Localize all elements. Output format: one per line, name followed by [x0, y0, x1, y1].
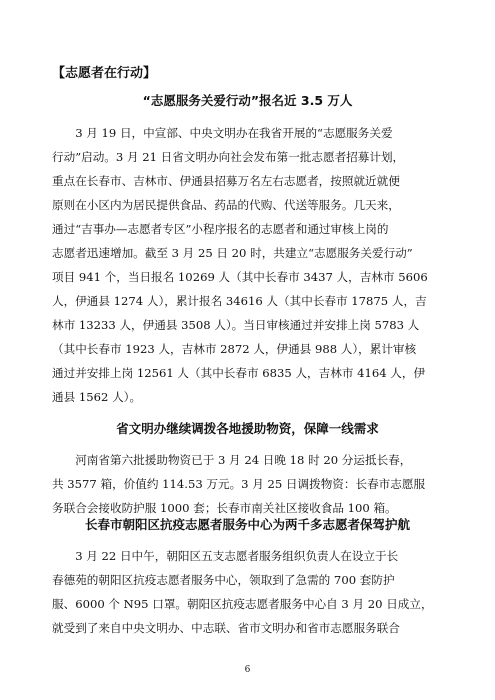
text-line: 志愿者迅速增加。截至 3 月 25 日 20 时，共建立“志愿服务关爱行动” [52, 246, 413, 260]
text-line: 通县 1562 人）。 [52, 390, 142, 404]
text-line: 河南省第六批援助物资已于 3 月 24 日晚 18 时 20 分运抵长春， [52, 453, 412, 467]
text-line: 3 月 19 日，中宣部、中央文明办在我省开展的“志愿服务关爱 [52, 126, 393, 140]
text-line: 原则在小区内为居民提供食品、药品的代购、代送等服务。几天来， [52, 198, 400, 212]
article-body-1 [52, 121, 444, 409]
article-title-2: 省文明办继续调拨各地援助物资，保障一线需求 [116, 421, 379, 436]
text-line: 务联合会接收防护服 1000 套；长春市南关社区接收食品 100 箱。 [52, 501, 397, 515]
page-number: 6 [244, 665, 251, 675]
text-line: 林市 13233 人，伊通县 3508 人）。当日审核通过并安排上岗 5783 人 [52, 318, 420, 332]
article-title-1: “志愿服务关爱行动”报名近 3.5 万人 [142, 93, 353, 108]
article-body-2 [52, 448, 444, 520]
article-body-3 [52, 544, 444, 640]
text-line: 服、6000 个 N95 口罩。朝阳区抗疫志愿者服务中心自 3 月 20 日成立， [52, 597, 433, 611]
text-line: 人，伊通县 1274 人），累计报名 34616 人（其中长春市 17875 人，吉 [52, 294, 427, 308]
text-line: 项目 941 个，当日报名 10269 人（其中长春市 3437 人，吉林市 5606 [52, 270, 428, 284]
text-line: 通过并安排上岗 12561 人（其中长春市 6835 人，吉林市 4164 人，伊 [52, 366, 426, 380]
text-line: 春德苑的朝阳区抗疫志愿者服务中心，领取到了急需的 700 套防护 [52, 573, 395, 587]
text-line: 共 3577 箱，价值约 114.53 万元。3 月 25 日调拨物资：长春市志愿服 [52, 477, 426, 491]
text-line: 3 月 22 日中午，朝阳区五支志愿者服务组织负责人在设立于长 [52, 549, 399, 563]
text-line: 就受到了来自中央文明办、中志联、省市文明办和省市志愿服务联合 [52, 621, 400, 635]
text-line: 通过“吉事办—志愿者专区”小程序报名的志愿者和通过审核上岗的 [52, 222, 389, 236]
article-title-3: 长春市朝阳区抗疫志愿者服务中心为两千多志愿者保驾护航 [84, 517, 410, 532]
text-line: 行动”启动。3 月 21 日省文明办向社会发布第一批志愿者招募计划， [52, 150, 405, 164]
section-label: 【志愿者在行动】 [52, 66, 157, 81]
text-line: （其中长春市 1923 人，吉林市 2872 人，伊通县 988 人），累计审核 [52, 342, 417, 356]
text-line: 重点在长春市、吉林市、伊通县招募万名左右志愿者，按照就近就便 [52, 174, 400, 188]
